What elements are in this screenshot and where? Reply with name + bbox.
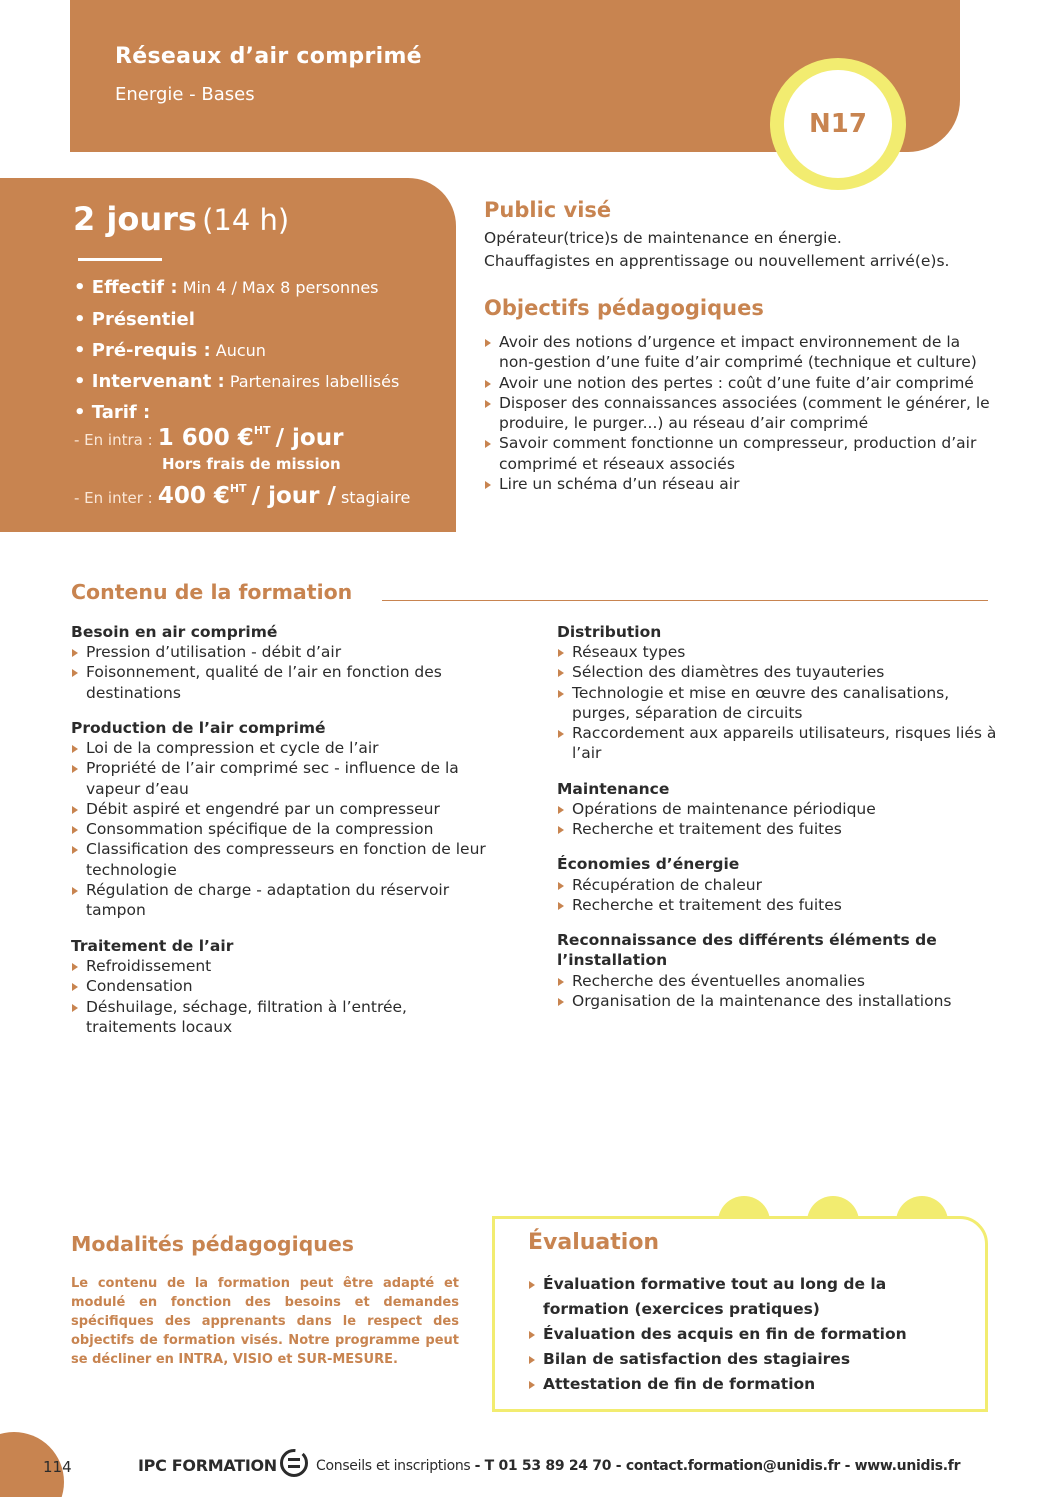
list-item: Recherche et traitement des fuites xyxy=(557,895,997,915)
list-item: Organisation de la maintenance des installations xyxy=(557,991,997,1011)
maintenance-list xyxy=(557,799,997,840)
list-item: Opérations de maintenance périodique xyxy=(557,799,997,819)
reconnaissance-title: Reconnaissance des différents éléments de l’installation xyxy=(557,931,937,969)
list-item: Propriété de l’air comprimé sec - influence de la vapeur d’eau xyxy=(71,758,491,799)
bullet-arrow-icon xyxy=(558,669,564,677)
footer-brand: IPC FORMATION xyxy=(138,1456,277,1475)
bullet-arrow-icon xyxy=(72,846,78,854)
bullet-arrow-icon xyxy=(558,730,564,738)
intervenant-line xyxy=(74,371,399,392)
list-item: Pression d’utilisation - débit d’air xyxy=(71,642,491,662)
objectifs-heading: Objectifs pédagogiques xyxy=(484,296,764,320)
bullet-arrow-icon xyxy=(529,1381,535,1389)
list-item: Loi de la compression et cycle de l’air xyxy=(71,738,491,758)
bullet-arrow-icon xyxy=(558,978,564,986)
bullet-arrow-icon xyxy=(485,380,491,388)
effectif-value: Min 4 / Max 8 personnes xyxy=(182,278,379,297)
evaluation-list xyxy=(528,1272,968,1397)
bullet-arrow-icon xyxy=(72,1004,78,1012)
list-item: Consommation spécifique de la compression xyxy=(71,819,491,839)
objectifs-list xyxy=(484,332,994,494)
list-item: Lire un schéma d’un réseau air xyxy=(484,474,994,494)
bullet-arrow-icon xyxy=(485,440,491,448)
course-title: Réseaux d’air comprimé xyxy=(115,44,422,69)
prerequis-line xyxy=(74,340,266,361)
list-item: Recherche des éventuelles anomalies xyxy=(557,971,997,991)
list-item: Classification des compresseurs en fonction de leur technologie xyxy=(71,839,491,880)
traitement-list xyxy=(71,956,471,1037)
intervenant-label: • Intervenant : xyxy=(74,371,225,392)
footer-contact-details: - T 01 53 89 24 70 - contact.formation@unidis.fr - www.unidis.fr xyxy=(474,1458,961,1474)
public-line-2: Chauffagistes en apprentissage ou nouvellement arrivé(e)s. xyxy=(484,252,950,270)
intra-price: 1 600 €$^{HT}$ xyxy=(157,424,271,451)
bullet-arrow-icon xyxy=(529,1281,535,1289)
footer-contact xyxy=(316,1458,960,1474)
page-number: 114 xyxy=(43,1458,72,1476)
inter-price-line xyxy=(74,482,410,509)
bullet-arrow-icon xyxy=(485,481,491,489)
bullet-arrow-icon xyxy=(72,649,78,657)
list-item: Technologie et mise en œuvre des canalisations, purges, séparation de circuits xyxy=(557,683,997,724)
evaluation-heading: Évaluation xyxy=(528,1230,660,1255)
inter-suffix: stagiaire xyxy=(340,488,411,507)
reconnaissance-list xyxy=(557,971,997,1012)
effectif-label: • Effectif : xyxy=(74,277,178,298)
list-item: Avoir une notion des pertes : coût d’une fuite d’air comprimé xyxy=(484,373,994,393)
bullet-arrow-icon xyxy=(72,669,78,677)
bullet-arrow-icon xyxy=(72,806,78,814)
list-item: Condensation xyxy=(71,976,471,996)
tarif-line xyxy=(74,402,150,423)
inter-unit: / jour / xyxy=(251,483,336,509)
bullet-arrow-icon xyxy=(558,690,564,698)
duration-hours: (14 h) xyxy=(202,203,290,237)
production-list xyxy=(71,738,491,921)
bullet-arrow-icon xyxy=(558,998,564,1006)
bullet-arrow-icon xyxy=(485,339,491,347)
list-item: Foisonnement, qualité de l’air en fonction des destinations xyxy=(71,662,491,703)
modalites-text: Le contenu de la formation peut être adapté et modulé en fonction des besoins et demandes spécifiques des apprenants dans le respect des objectifs de formation visés. Notre programme peut se décliner en INTRA, VISIO et SUR-MESURE. xyxy=(71,1276,459,1367)
bullet-arrow-icon xyxy=(72,826,78,834)
effectif-line xyxy=(74,277,379,298)
list-item: Attestation de fin de formation xyxy=(528,1372,968,1397)
contenu-divider xyxy=(382,600,988,601)
public-line-1: Opérateur(trice)s de maintenance en énergie. xyxy=(484,229,842,247)
bullet-arrow-icon xyxy=(529,1356,535,1364)
list-item: Évaluation formative tout au long de la formation (exercices pratiques) xyxy=(528,1272,968,1322)
intra-label: - En intra : xyxy=(74,431,153,449)
list-item: Évaluation des acquis en fin de formation xyxy=(528,1322,968,1347)
list-item: Régulation de charge - adaptation du réservoir tampon xyxy=(71,880,491,921)
public-heading: Public visé xyxy=(484,198,612,222)
maintenance-title: Maintenance xyxy=(557,780,670,798)
prerequis-label: • Pré-requis : xyxy=(74,340,211,361)
list-item: Savoir comment fonctionne un compresseur, production d’air comprimé et réseaux associés xyxy=(484,433,994,474)
list-item: Raccordement aux appareils utilisateurs, risques liés à l’air xyxy=(557,723,997,764)
tarif-label: • Tarif : xyxy=(74,402,151,423)
list-item: Avoir des notions d’urgence et impact environnement de la non-gestion d’une fuite d’air comprimé (technique et culture) xyxy=(484,332,994,373)
intra-unit: / jour xyxy=(275,425,344,451)
bullet-arrow-icon xyxy=(72,887,78,895)
bullet-arrow-icon xyxy=(558,649,564,657)
bullet-arrow-icon xyxy=(558,806,564,814)
presentiel-label: • Présentiel xyxy=(74,309,195,330)
contenu-heading: Contenu de la formation xyxy=(71,580,353,604)
intervenant-value: Partenaires labellisés xyxy=(229,372,400,391)
list-item: Recherche et traitement des fuites xyxy=(557,819,997,839)
bullet-arrow-icon xyxy=(72,745,78,753)
bullet-arrow-icon xyxy=(558,902,564,910)
brand-logo-icon xyxy=(279,1448,309,1478)
inter-label: - En inter : xyxy=(74,489,153,507)
list-item: Bilan de satisfaction des stagiaires xyxy=(528,1347,968,1372)
traitement-title: Traitement de l’air xyxy=(71,937,234,955)
besoin-title: Besoin en air comprimé xyxy=(71,623,278,641)
modalites-heading: Modalités pédagogiques xyxy=(71,1232,355,1256)
bullet-arrow-icon xyxy=(72,963,78,971)
duration-days: 2 jours xyxy=(73,200,197,238)
economies-list xyxy=(557,875,997,916)
distribution-title: Distribution xyxy=(557,623,662,641)
intra-note: Hors frais de mission xyxy=(162,455,341,473)
economies-title: Économies d’énergie xyxy=(557,855,740,873)
course-code-badge: N17 xyxy=(784,70,892,178)
besoin-list xyxy=(71,642,491,703)
bullet-arrow-icon xyxy=(485,400,491,408)
bullet-arrow-icon xyxy=(72,765,78,773)
bullet-arrow-icon xyxy=(529,1331,535,1339)
prerequis-value: Aucun xyxy=(215,341,266,360)
footer-contact-label: Conseils et inscriptions xyxy=(316,1458,471,1474)
list-item: Sélection des diamètres des tuyauteries xyxy=(557,662,997,682)
intra-price-line xyxy=(74,424,343,451)
inter-price: 400 €$^{HT}$ xyxy=(157,482,247,509)
duration xyxy=(73,200,289,238)
course-subtitle: Energie - Bases xyxy=(115,84,255,105)
list-item: Refroidissement xyxy=(71,956,471,976)
duration-underline xyxy=(78,258,162,261)
bullet-arrow-icon xyxy=(558,882,564,890)
list-item: Récupération de chaleur xyxy=(557,875,997,895)
distribution-list xyxy=(557,642,997,764)
bullet-arrow-icon xyxy=(72,983,78,991)
list-item: Débit aspiré et engendré par un compresseur xyxy=(71,799,491,819)
list-item: Disposer des connaissances associées (comment le générer, le produire, le purger...) au réseau d’air comprimé xyxy=(484,393,994,434)
production-title: Production de l’air comprimé xyxy=(71,719,326,737)
presentiel-line xyxy=(74,309,195,330)
list-item: Déshuilage, séchage, filtration à l’entrée, traitements locaux xyxy=(71,997,471,1038)
bullet-arrow-icon xyxy=(558,826,564,834)
list-item: Réseaux types xyxy=(557,642,997,662)
